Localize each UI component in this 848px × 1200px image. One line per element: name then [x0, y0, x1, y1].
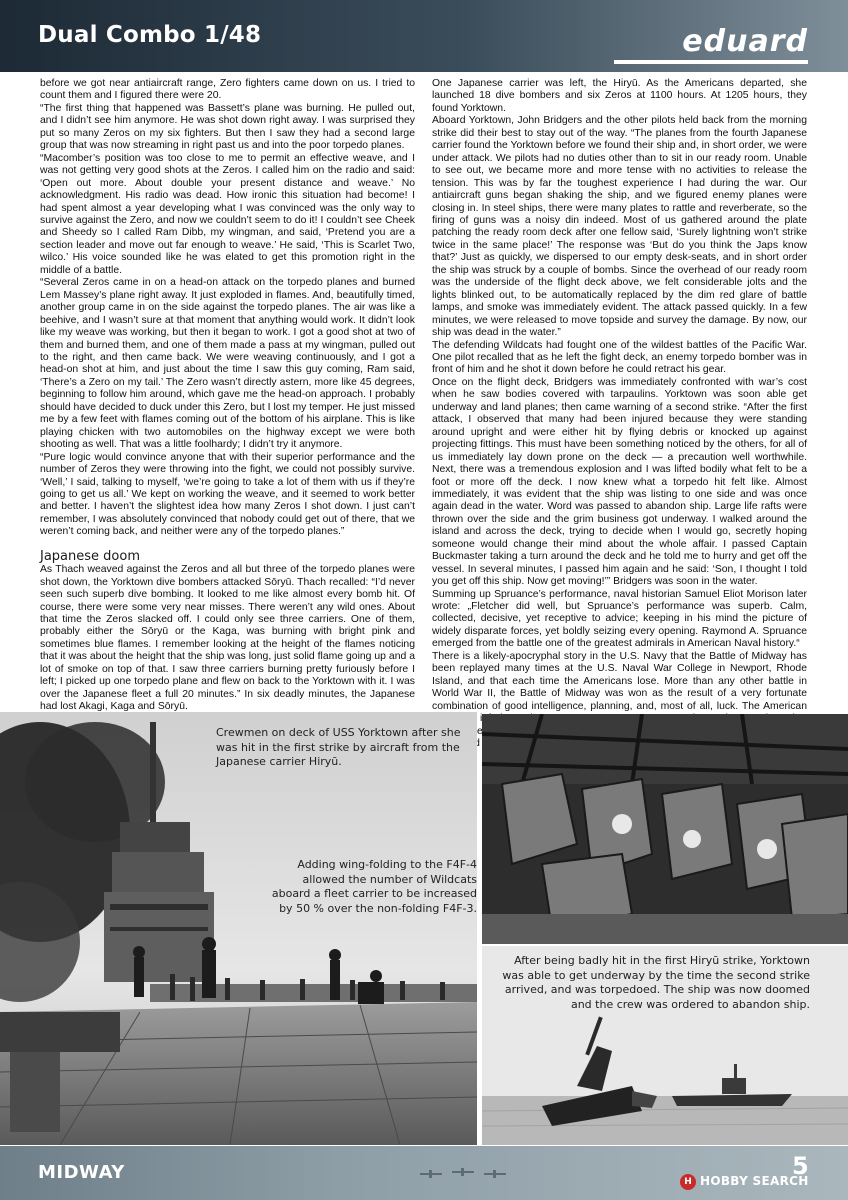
page-number: 5	[792, 1152, 809, 1180]
section-heading: Japanese doom	[40, 548, 140, 564]
body-paragraph: As Thach weaved against the Zeros and all but three of the torpedo planes were shot down, the Yorktown dive bombers attacked Sōryū. Thach recalled: “I’d never seen such superb dive bombing. It looked to me like almost every bomb hit. Of course, there were some very near misses. There weren’t any wild ones. About that time the Zeros slacked off. I could only see three carriers. One of them, probably either the Sōryū or the Kaga, was burning with bright pink and sometimes blue flames. I remember looking at the height of the flames noticing that it was about the height that the ship was long, just solid flame going up and a lot of smoke on top of that. I saw three carriers burning pretty furiously before I left; I picked up one torpedo plane and flew on back to the Yorktown with it. I was over the Japanese fleet a full 20 minutes.” In six deadly minutes, the Japanese had lost Akagi, Kaga and Sōryū.	[40, 564, 415, 713]
body-paragraph: One Japanese carrier was left, the Hiryū. As the Americans departed, she launched 18 dive bombers and six Zeros at 1100 hours. At 1205 hours, they found Yorktown.	[432, 78, 807, 114]
caption-crew-on-deck: Crewmen on deck of USS Yorktown after she was hit in the first strike by aircraft from the Japanese carrier Hiryū.	[216, 726, 461, 768]
body-paragraph: before we got near antiaircraft range, Zero fighters came down on us. I tried to count them and I figured there were 20.	[40, 78, 415, 102]
caption-yorktown-torpedoed: After being badly hit in the first Hiryū strike, Yorktown was able to get underway by the time the second strike arrived, and was torpedoed. The ship was now doomed and the crew was ordered to abandon ship.	[502, 954, 810, 1011]
body-paragraph: “The first thing that happened was Bassett’s plane was burning. He pulled out, and I didn’t see him anymore. He was shot down right away. I was surprised they put so many Zeros on my six fighters. But then I saw they had a second large group that was now streaming in right past us and into the poor torpedo planes.	[40, 102, 415, 152]
photo-yorktown-crew-on-deck	[0, 712, 477, 1145]
body-paragraph: The defending Wildcats had fought one of the wildest battles of the Pacific War. One pilot recalled that as he left the fight deck, an enemy torpedo bomber was in front of him and he shot it down before he could retract his gear.	[432, 339, 807, 376]
hobby-search-watermark	[680, 1172, 840, 1194]
watermark-text: HOBBY SEARCH	[700, 1174, 809, 1188]
body-paragraph: “Several Zeros came in on a head-on attack on the torpedo planes and burned Lem Massey’s plane right away. It just exploded in flames. And, beautifully timed, another group came in on the side against the torpedo planes. The air was like a beehive, and I wasn’t sure at that moment that anything would work. It didn’t look like my weave was working, but then it began to work. I got a good shot at two of them and burned them, and one of them made a pass at my wingman, pulled out to the right, and then came back. We were weaving continuously, and I got a head-on shot at him, and just about the time I saw this guy coming, Ram said, ‘There’s a Zero on my tail.’ The Zero wasn’t directly astern, more like 45 degrees, beginning to follow him around, which gave me the head-on approach. I probably should have decided to duck under this Zero, but I lost my temper. He just missed me by a few feet with flames coming out of the bottom of his airplane. This is like playing chicken with two automobiles on the highway except we were both shooting as well. That was a little foolhardy; I didn’t try it anymore.	[40, 277, 415, 451]
body-paragraph: “Pure logic would convince anyone that with their superior performance and the number of Zeros they were throwing into the fight, we could not possibly survive. ‘Well,’ I said, talking to myself, ‘we’re going to take a lot of them with us if they’re going to get us all.’ We kept on working the weave, and it seemed to work better and better. I haven’t the slightest idea how many Zeros I shot down. I just can’t remember, I was absolutely convinced that nobody could get out of there, that we weren’t coming back, and neither were any of the torpedo planes.”	[40, 451, 415, 538]
hobby-search-logo-icon: H	[680, 1174, 696, 1190]
body-paragraph: Summing up Spruance’s performance, naval historian Samuel Eliot Morison later wrote: „Fletcher did well, but Spruance’s performance was superb. Calm, collected, decisive, yet receptive to advice; keeping in his mind the picture of widely disparate forces, yet boldly seizing every opening. Raymond A. Spruance emerged from the battle one of the greatest admirals in American Naval history.“	[432, 588, 807, 650]
right-column	[432, 78, 807, 750]
photo-folded-wildcats	[482, 714, 848, 944]
body-paragraph: Aboard Yorktown, John Bridgers and the other pilots held back from the morning strike did their best to stay out of the way. “The planes from the fourth Japanese carrier found the Yorktown before we found their ship and, in short order, we were under attack. We pilots had no duties other than to sit in our ready room. Unable to see out, we became more and more tense with no activities to release the tension. This was by far the toughest experience I had during the war. Our antiaircraft guns began shaking the ship, and we figured enemy planes were closing in. In steel ships, there were many plates to rattle and reverberate, so the firing of guns was a noisy din indeed. Most of us gathered around the plate patching the ready room deck after one fellow said, ‘Surely lightning won’t strike twice in the same place!’ The response was ‘But do you think the Japs know that?’ Just as quickly, we dispersed to our empty desk-seats, and in short order the ship was struck by a couple of bombs. Since the overhead of our ready room was the underside of the flight deck above, we felt considerable jolts and the lights blinked out, to be automatically replaced by the dim red glare of battle lamps, and smoke was immediately evident. The attack passed quickly. In a few minutes, we were released to move topside and survey the damage. By now, our ship was dead in the water.”	[432, 115, 807, 339]
aircraft-silhouette-icon	[420, 1164, 520, 1184]
page-header	[0, 0, 848, 72]
header-title: Dual Combo 1/48	[38, 22, 262, 48]
body-paragraph: “Macomber’s position was too close to me to permit an effective weave, and I was not getting very good shots at the Zeros. I called him on the radio and said: ‘Open out more. About double your present distance and weave.’ No acknowledgment. His radio was dead. How ironic this situation had become! I had spent almost a year developing what I was convinced was the only way to survive against the Zero, and now we couldn’t seem to do it! I couldn’t see Cheek and Sheedy so I called Ram Dibb, my wingman, and said, ‘Pretend you are a section leader and move out far enough to weave.’ He said, ‘This is Scarlet Two, wilco.’ His voice sounded like he was elated to get this promotion right in the middle of a battle.	[40, 152, 415, 276]
caption-wing-folding: Adding wing-folding to the F4F-4 allowed the number of Wildcats aboard a fleet carrier to be increased by 50 % over the non-folding F4F-3.	[271, 858, 477, 915]
body-paragraph: Once on the flight deck, Bridgers was immediately confronted with war’s cost when he saw bodies covered with tarpaulins. Yorktown was soon able get underway and land planes; then came warning of a second strike. “After the first attack, I observed that many had been injured because they were standing around upright and were either hit by flying debris or knocked up against projecting fittings. This must have been something noticed by the others, for all of us immediately lay down prone on the deck — a precaution well worthwhile. Next, there was a tremendous explosion and I was lifted bodily what felt to be a foot or more off the deck. I now knew what a torpedo hit felt like. Almost immediately, it was evident that the ship was listing to one side and was once again dead in the water. Word was passed to abandon ship. Large life rafts were thrown over the side and the grim business got underway. I walked around the island and across the deck, trying to decide when I would go, secretly hoping someone would change their mind about the whole affair. I passed Captain Buckmaster taking a turn around the deck and he told me to hurry and get off the vessel. In several minutes, I passed him again and he said: ‘Son, I thought I told you get off this ship. Now get moving!’” Bridgers was soon in the water.	[432, 376, 807, 588]
logo-underline	[614, 60, 808, 64]
body-paragraph: There is a likely-apocryphal story in the U.S. Navy that the Battle of Midway has been replayed many times at the U.S. Naval War College in Newport, Rhode Island, and that each time the Americans lose. More than any other battle in World War II, the Battle of Midway was won as the result of a very fortunate combination of good intelligence, planning, and, most of all, luck. The American	[432, 650, 807, 712]
footer-section-label: MIDWAY	[38, 1162, 125, 1183]
left-column	[40, 78, 415, 714]
page-footer	[0, 1146, 848, 1200]
eduard-logo: eduard	[682, 24, 808, 59]
